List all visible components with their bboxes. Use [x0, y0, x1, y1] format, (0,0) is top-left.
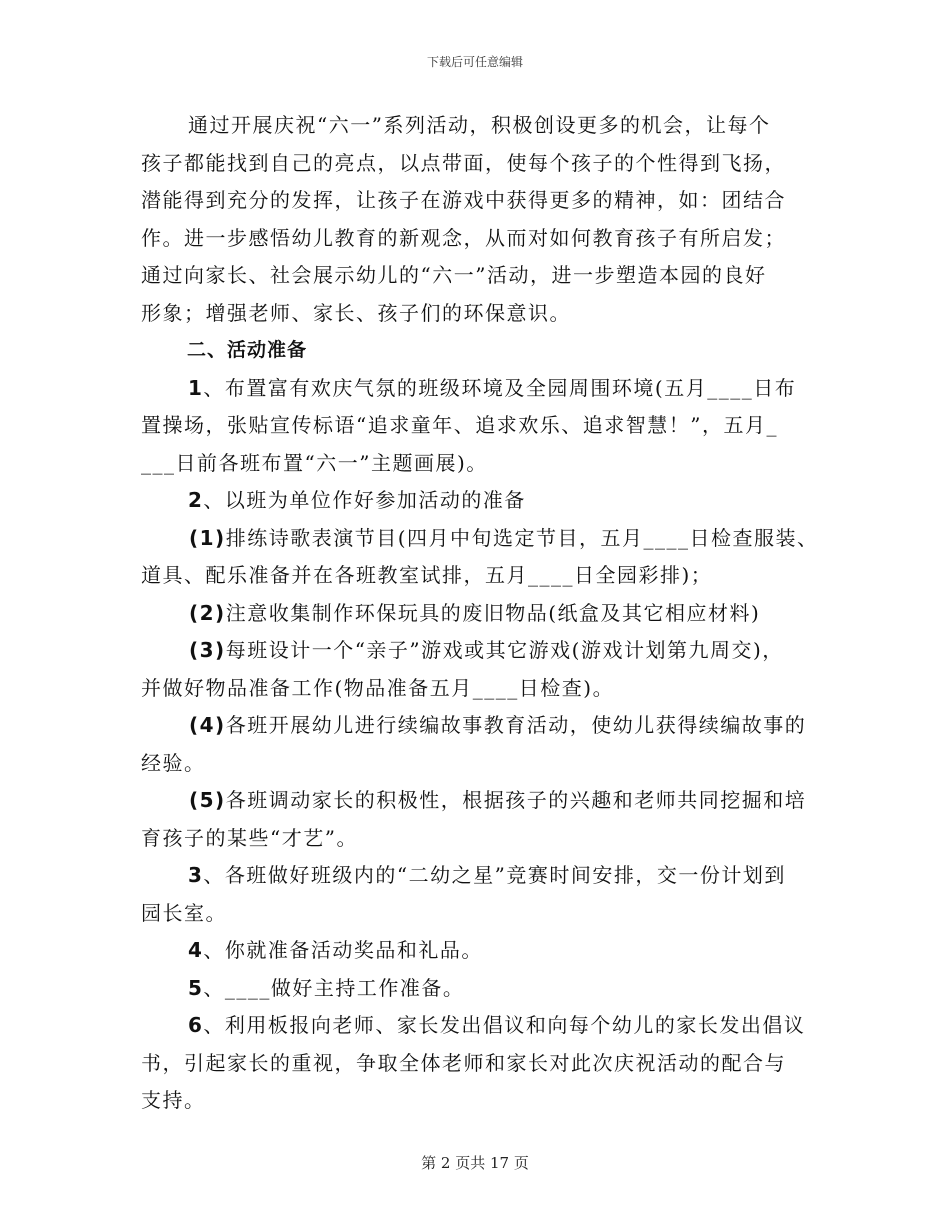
list-item-line [141, 707, 809, 745]
list-item-line [141, 782, 809, 820]
list-item-line: 经验。 [141, 750, 206, 775]
list-item-line: ___日前各班布置“六一”主题画展)。 [141, 450, 488, 475]
list-item-line [141, 520, 819, 558]
item-number: 3 [188, 863, 204, 887]
list-item-line [141, 932, 809, 970]
document-body [141, 107, 819, 1120]
item-number: 6 [188, 1013, 204, 1037]
list-item-line [141, 370, 809, 408]
item-text: 每班设计一个“亲子”游戏或其它游戏(游戏计划第九周交)， [225, 638, 784, 662]
item-text: 、你就准备活动奖品和礼品。 [203, 938, 483, 962]
page-footer: 第 2 页共 17 页 [421, 1154, 529, 1172]
item-text: 排练诗歌表演节目(四月中旬选定节目，五月____日检查服装、 [225, 525, 819, 550]
item-number: (4) [189, 713, 226, 737]
item-text: 、____做好主持工作准备。 [203, 975, 465, 1000]
list-item-line [141, 632, 809, 670]
item-text: 、利用板报向老师、家长发出倡议和向每个幼儿的家长发出倡议 [203, 1013, 806, 1037]
list-item-line: 道具、配乐准备并在各班教室试排，五月____日全园彩排)； [141, 563, 713, 587]
item-text: 注意收集制作环保玩具的废旧物品(纸盒及其它相应材料) [225, 600, 761, 625]
page-header: 下载后可任意编辑 [426, 55, 523, 69]
list-item-line: 置操场，张贴宣传标语“追求童年、追求欢乐、追求智慧！”，五月_ [141, 413, 778, 437]
list-item-line: 书，引起家长的重视，争取全体老师和家长对此次庆祝活动的配合与 [141, 1050, 786, 1075]
item-number: (1) [189, 525, 226, 550]
intro-line: 形象；增强老师、家长、孩子们的环保意识。 [141, 300, 571, 325]
item-number: 5 [188, 975, 204, 1000]
list-item-line: 育孩子的某些“才艺”。 [141, 825, 358, 850]
intro-line: 潜能得到充分的发挥，让孩子在游戏中获得更多的精神，如：团结合 [141, 188, 786, 212]
intro-line: 通过开展庆祝“六一”系列活动，积极创设更多的机会，让每个 [188, 113, 771, 137]
item-number: (5) [189, 788, 226, 812]
item-number: 2 [188, 488, 204, 512]
list-item-line: 园长室。 [141, 900, 227, 925]
intro-line: 通过向家长、社会展示幼儿的“六一”活动，进一步塑造本园的良好 [141, 263, 767, 287]
item-text: 、布置富有欢庆气氛的班级环境及全园周围环境(五月____日布 [203, 375, 797, 400]
section-heading: 二、活动准备 [187, 339, 308, 361]
list-item-line [141, 1007, 809, 1045]
item-text: 各班开展幼儿进行续编故事教育活动，使幼儿获得续编故事的 [225, 713, 807, 737]
item-text: 、以班为单位作好参加活动的准备 [203, 488, 526, 512]
item-number: 1 [188, 375, 204, 400]
intro-line: 孩子都能找到自己的亮点，以点带面，使每个孩子的个性得到飞扬， [141, 150, 786, 175]
item-number: 4 [188, 938, 204, 962]
list-item-line: 并做好物品准备工作(物品准备五月____日检查)。 [141, 675, 615, 700]
item-number: (2) [189, 600, 226, 625]
intro-line: 作。进一步感悟幼儿教育的新观念，从而对如何教育孩子有所启发； [141, 225, 786, 250]
list-item-line: 支持。 [141, 1088, 206, 1112]
item-text: 各班调动家长的积极性，根据孩子的兴趣和老师共同挖掘和培 [225, 788, 807, 812]
list-item-line [141, 857, 809, 895]
item-text: 、各班做好班级内的“二幼之星”竞赛时间安排，交一份计划到 [203, 863, 786, 887]
list-item-line [141, 595, 809, 633]
list-item-line [141, 482, 809, 520]
item-number: (3) [189, 638, 226, 662]
list-item-line [141, 970, 809, 1008]
